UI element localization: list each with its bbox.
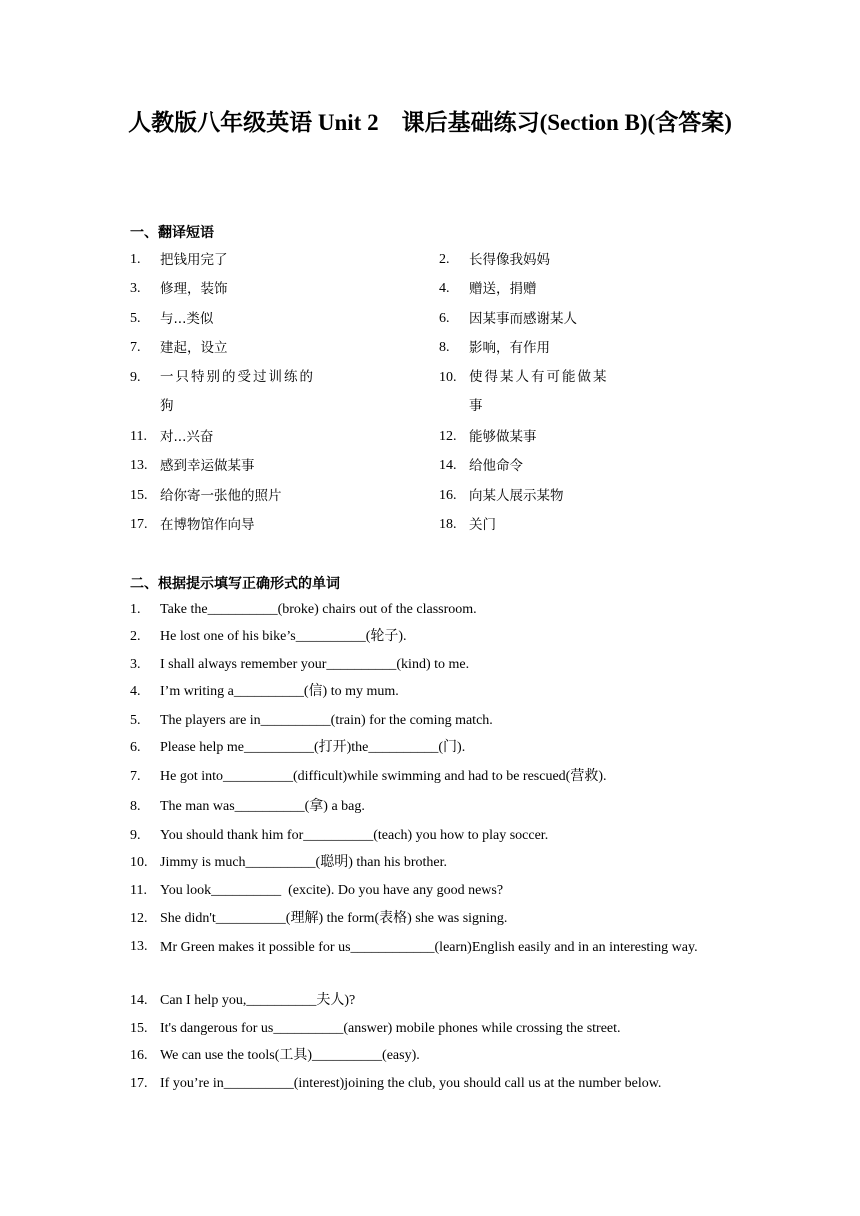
item-text: The players are in__________(train) for the coming match. [160, 713, 493, 728]
item-text: Mr Green makes it possible for us____________(learn)English easily and in an interesting way. [160, 940, 698, 955]
item-text: Jimmy is much__________(聪明) than his brother. [160, 855, 447, 870]
item-text: 关门 [469, 517, 496, 533]
item-text: 感到幸运做某事 [160, 458, 255, 474]
item-number: 17. [130, 1076, 148, 1091]
section-2-heading: 二、根据提示填写正确形式的单词 [130, 576, 340, 592]
item-text: 给你寄一张他的照片 [160, 488, 282, 504]
item-text: 能够做某事 [469, 429, 537, 445]
item-text: If you’re in__________(interest)joining the club, you should call us at the number below. [160, 1076, 662, 1091]
item-number: 7. [130, 340, 141, 355]
item-number: 6. [439, 311, 450, 326]
item-text: Please help me__________(打开)the__________(门). [160, 740, 466, 755]
item-text: It's dangerous for us__________(answer) mobile phones while crossing the street. [160, 1021, 621, 1036]
item-number: 10. [439, 370, 457, 385]
item-number: 1. [130, 602, 141, 617]
item-number: 1. [130, 252, 141, 267]
item-number: 14. [130, 993, 148, 1008]
item-number: 9. [130, 370, 141, 385]
item-number: 8. [130, 799, 141, 814]
item-text: 把钱用完了 [160, 252, 228, 268]
item-text: 长得像我妈妈 [469, 252, 550, 268]
item-text: He lost one of his bike’s__________(轮子). [160, 629, 407, 644]
item-number: 16. [439, 488, 457, 503]
section-1-heading: 一、翻译短语 [130, 225, 214, 241]
item-number: 17. [130, 517, 148, 532]
item-text: 对...兴奋 [160, 429, 214, 445]
item-number: 15. [130, 1021, 148, 1036]
item-number: 13. [130, 939, 148, 954]
document-title: 人教版八年级英语 Unit 2 课后基础练习(Section B)(含答案) [128, 110, 732, 135]
item-text: 与...类似 [160, 311, 214, 327]
item-text: Can I help you,__________夫人)? [160, 993, 356, 1008]
item-number: 9. [130, 828, 141, 843]
item-number: 3. [130, 657, 141, 672]
item-text: She didn't__________(理解) the form(表格) she was signing. [160, 911, 508, 926]
item-text: 因某事而感谢某人 [469, 311, 577, 327]
item-text: 一只特别的受过训练的狗 [160, 369, 315, 414]
item-number: 16. [130, 1048, 148, 1063]
item-number: 10. [130, 855, 148, 870]
item-number: 2. [439, 252, 450, 267]
item-text: 建起，设立 [160, 340, 228, 356]
item-text: I shall always remember your__________(kind) to me. [160, 657, 470, 672]
item-number: 4. [439, 281, 450, 296]
item-number: 8. [439, 340, 450, 355]
item-number: 6. [130, 740, 141, 755]
item-text: You look__________ (excite). Do you have any good news? [160, 883, 504, 898]
item-number: 3. [130, 281, 141, 296]
item-number: 12. [130, 911, 148, 926]
item-text: 在博物馆作向导 [160, 517, 255, 533]
item-text: Take the__________(broke) chairs out of the classroom. [160, 602, 477, 617]
item-number: 12. [439, 429, 457, 444]
item-number: 7. [130, 769, 141, 784]
item-text: 影响，有作用 [469, 340, 550, 356]
item-number: 14. [439, 458, 457, 473]
item-number: 11. [130, 429, 147, 444]
item-text: 向某人展示某物 [469, 488, 564, 504]
item-text: You should thank him for__________(teach) you how to play soccer. [160, 828, 549, 843]
item-number: 2. [130, 629, 141, 644]
item-number: 18. [439, 517, 457, 532]
item-text: 给他命令 [469, 458, 523, 474]
item-text: 赠送，捐赠 [469, 281, 537, 297]
item-number: 13. [130, 458, 148, 473]
item-text: 使得某人有可能做某事 [469, 369, 609, 414]
item-text: 修理，装饰 [160, 281, 228, 297]
item-text: I’m writing a__________(信) to my mum. [160, 684, 399, 699]
item-number: 4. [130, 684, 141, 699]
item-number: 11. [130, 883, 147, 898]
item-text: He got into__________(difficult)while swimming and had to be rescued(营救). [160, 769, 607, 784]
item-number: 5. [130, 713, 141, 728]
item-text: The man was__________(拿) a bag. [160, 799, 365, 814]
item-text: We can use the tools(工具)__________(easy). [160, 1048, 420, 1063]
item-number: 5. [130, 311, 141, 326]
item-number: 15. [130, 488, 148, 503]
